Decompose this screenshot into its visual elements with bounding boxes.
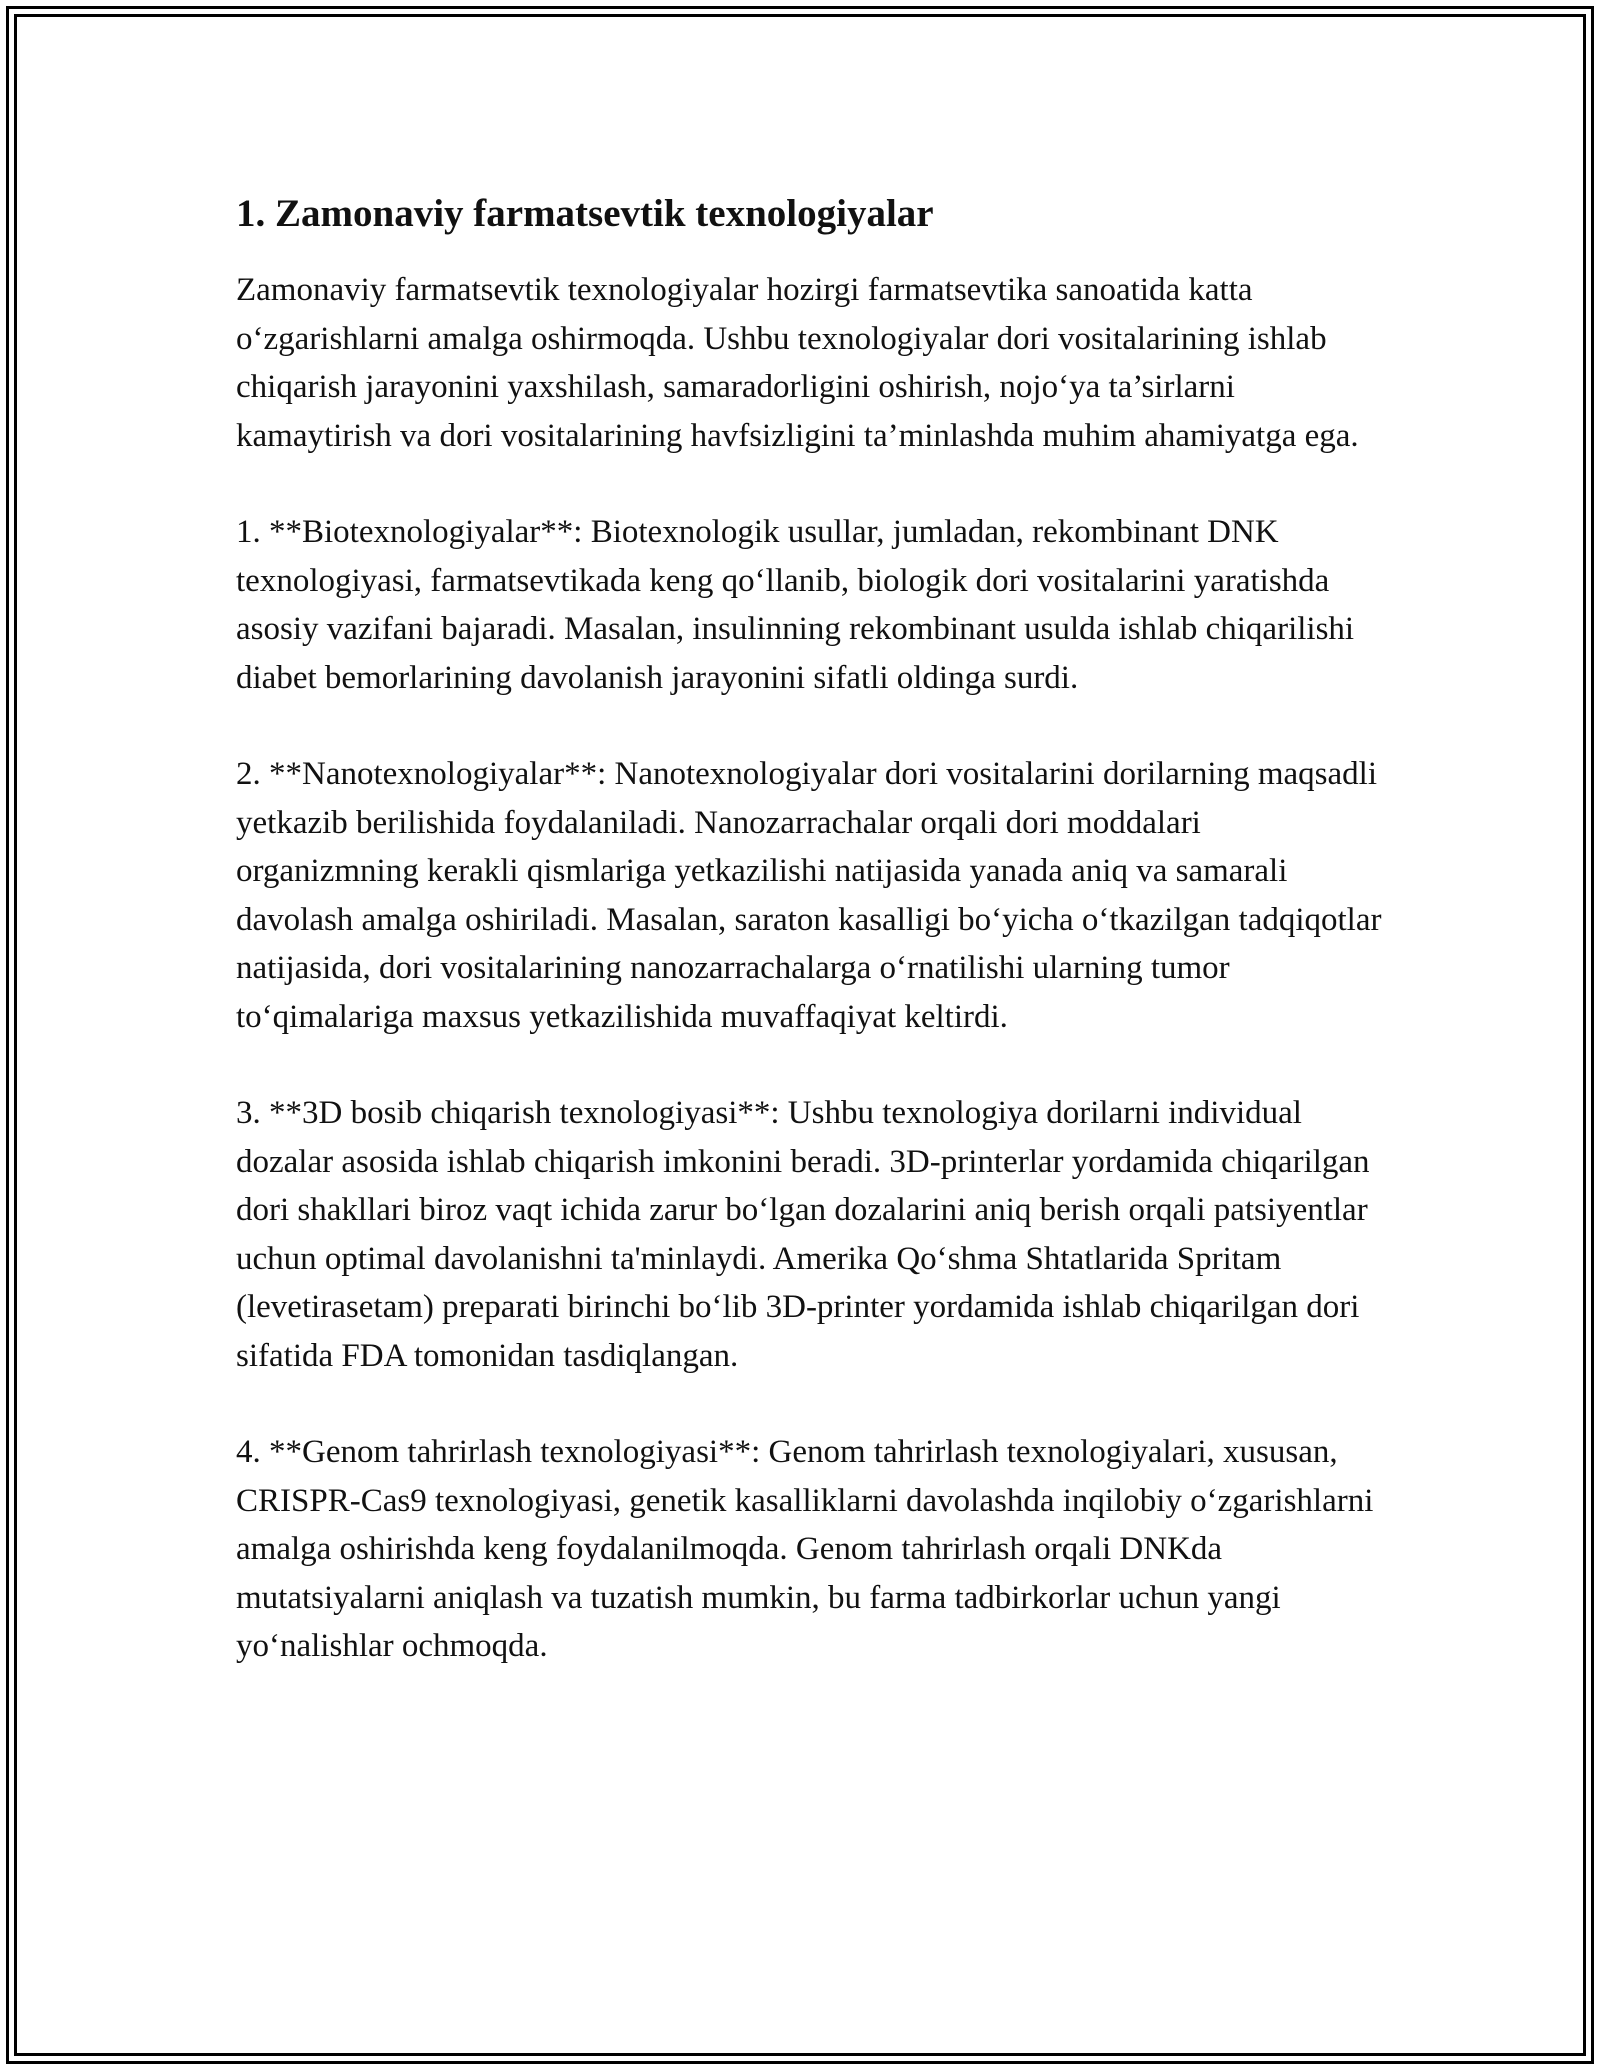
document-title: 1. Zamonaviy farmatsevtik texnologiyalar <box>236 192 934 235</box>
3d-printing-paragraph: 3. **3D bosib chiqarish texnologiyasi**: Ushbu texnologiya dorilarni individual dozalar asosida ishlab chiqarish imkonini beradi. 3D-printerlar yordamida chiqarilgan dori shakllari biroz vaqt ichida zarur bo‘lgan dozalarini aniq berish orqali patsiyentlar uchun optimal davolanishni ta'minlaydi. Amerika Qo‘shma Shtatlarida Spritam (levetirasetam) preparati birinchi bo‘lib 3D-printer yordamida ishlab chiqarilgan dori sifatida FDA tomonidan tasdiqlangan. <box>236 1095 1370 1374</box>
nanotechnology-paragraph: 2. **Nanotexnologiyalar**: Nanotexnologiyalar dori vositalarini dorilarning maqsadli yetkazib berilishida foydalaniladi. Nanozarrachalar orqali dori moddalari organizmning kerakli qismlariga yetkazilishi natijasida yanada aniq va samarali davolash amalga oshiriladi. Masalan, saraton kasalligi bo‘yicha o‘tkazilgan tadqiqotlar natijasida, dori vositalarining nanozarrachalarga o‘rnatilishi ularning tumor to‘qimalariga maxsus yetkazilishida muvaffaqiyat keltirdi. <box>236 756 1382 1035</box>
document-body <box>236 186 1386 1671</box>
biotechnology-paragraph: 1. **Biotexnologiyalar**: Biotexnologik usullar, jumladan, rekombinant DNK texnologiyasi, farmatsevtikada keng qo‘llanib, biologik dori vositalarini yaratishda asosiy vazifani bajaradi. Masalan, insulinning rekombinant usulda ishlab chiqarilishi diabet bemorlarining davolanish jarayonini sifatli oldinga surdi. <box>236 514 1355 696</box>
genome-editing-paragraph: 4. **Genom tahrirlash texnologiyasi**: Genom tahrirlash texnologiyalari, xususan, CRISPR-Cas9 texnologiyasi, genetik kasalliklarni davolashda inqilobiy o‘zgarishlarni amalga oshirishda keng foydalanilmoqda. Genom tahrirlash orqali DNKda mutatsiyalarni aniqlash va tuzatish mumkin, bu farma tadbirkorlar uchun yangi yo‘nalishlar ochmoqda. <box>236 1434 1374 1664</box>
intro-paragraph: Zamonaviy farmatsevtik texnologiyalar hozirgi farmatsevtika sanoatida katta o‘zgarishlarni amalga oshirmoqda. Ushbu texnologiyalar dori vositalarining ishlab chiqarish jarayonini yaxshilash, samaradorligini oshirish, nojo‘ya ta’sirlarni kamaytirish va dori vositalarining havfsizligini ta’minlashda muhim ahamiyatga ega. <box>236 272 1359 454</box>
